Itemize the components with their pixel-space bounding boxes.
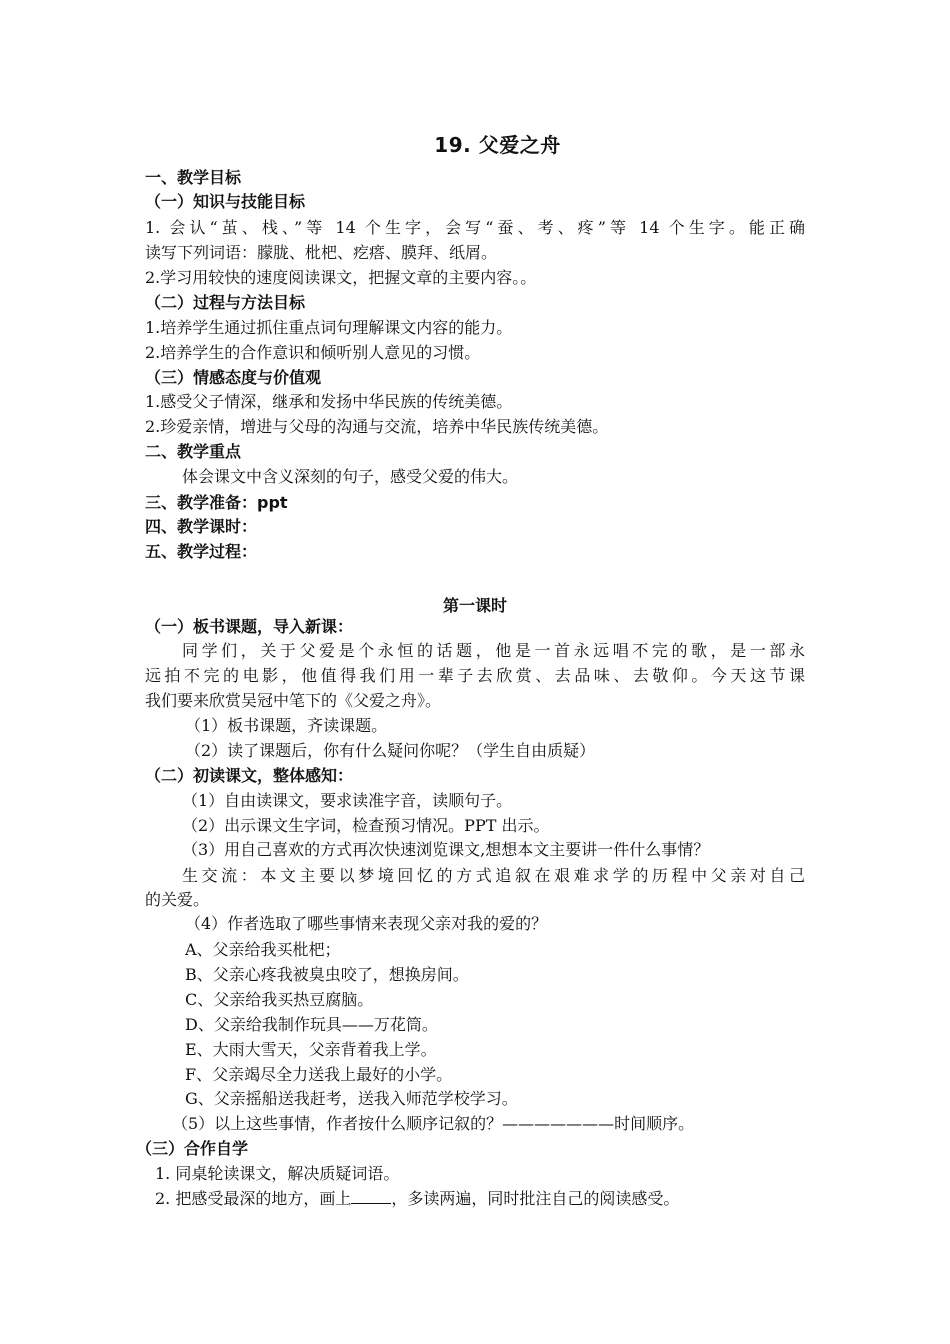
intro-paragraph-line-2: 远拍不完的电影，他值得我们用一辈子去欣赏、去品味、去敬仰。今天这节课 [145, 666, 805, 685]
emotion-item-2: 2.珍爱亲情，增进与父母的沟通与交流，培养中华民族传统美德。 [145, 417, 609, 436]
list-item: B、父亲心疼我被臭虫咬了，想换房间。 [185, 965, 469, 984]
list-item: C、父亲给我买热豆腐脑。 [185, 990, 374, 1009]
section-heading-keypoint: 二、教学重点 [145, 442, 242, 461]
keypoint-text: 体会课文中含义深刻的句子，感受父爱的伟大。 [182, 467, 519, 486]
reading-answer-line-1: 生交流：本文主要以梦境回忆的方式追叙在艰难求学的历程中父亲对自己 [182, 866, 805, 885]
lesson-step-3-heading: （三）合作自学 [136, 1139, 249, 1158]
subheading-knowledge: （一）知识与技能目标 [145, 192, 306, 211]
section-heading-periods: 四、教学课时： [145, 517, 258, 536]
reading-item-5: （5）以上这些事情，作者按什么顺序记叙的？———————时间顺序。 [172, 1114, 695, 1133]
reading-item-2: （2）出示课文生字词，检查预习情况。PPT 出示。 [182, 816, 550, 835]
emotion-item-1: 1.感受父子情深，继承和发扬中华民族的传统美德。 [145, 392, 513, 411]
section-heading-goals: 一、教学目标 [145, 168, 242, 187]
blank-underline [351, 1189, 391, 1204]
reading-item-4: （4）作者选取了哪些事情来表现父亲对我的爱的？ [185, 914, 548, 933]
intro-paragraph-line-1: 同学们，关于父爱是个永恒的话题，他是一首永远唱不完的歌，是一部永 [182, 641, 805, 660]
cooperation-item-1: 1. 同桌轮读课文，解决质疑词语。 [155, 1164, 400, 1183]
list-item: A、父亲给我买枇杷； [185, 940, 341, 959]
lesson-subtitle: 第一课时 [442, 596, 507, 615]
cooperation-item-2 [155, 1187, 679, 1211]
process-item-2: 2.培养学生的合作意识和倾听别人意见的习惯。 [145, 343, 481, 362]
cooperation-item-2-suffix: ，多读两遍，同时批注自己的阅读感受。 [391, 1189, 680, 1208]
list-item: G、父亲摇船送我赶考，送我入师范学校学习。 [185, 1089, 518, 1108]
intro-paragraph-line-3: 我们要来欣赏吴冠中笔下的《父爱之舟》。 [145, 691, 442, 710]
lesson-step-2-heading: （二）初读课文，整体感知： [145, 766, 354, 785]
section-heading-process: 五、教学过程： [145, 542, 258, 561]
knowledge-item-2: 2.学习用较快的速度阅读课文，把握文章的主要内容。。 [145, 268, 537, 287]
lesson-step-1-heading: （一）板书课题，导入新课： [145, 617, 354, 636]
reading-answer-line-2: 的关爱。 [145, 890, 210, 909]
list-item: E、大雨大雪天，父亲背着我上学。 [185, 1040, 437, 1059]
process-item-1: 1.培养学生通过抓住重点词句理解课文内容的能力。 [145, 318, 513, 337]
reading-item-3: （3）用自己喜欢的方式再次快速浏览课文,想想本文主要讲一件什么事情？ [182, 840, 710, 859]
section-heading-preparation: 三、教学准备：ppt [145, 493, 288, 512]
reading-item-1: （1）自由读课文，要求读准字音，读顺句子。 [182, 791, 513, 810]
page-title: 19. 父爱之舟 [434, 133, 561, 157]
knowledge-item-1b: 读写下列词语：朦胧、枇杷、疙瘩、膜拜、纸屑。 [145, 243, 498, 262]
subheading-emotion: （三）情感态度与价值观 [145, 368, 322, 387]
cooperation-item-2-prefix: 2. 把感受最深的地方，画上 [155, 1189, 352, 1208]
knowledge-item-1a: 1. 会认“茧、栈、”等 14 个生字，会写“蚕、考、疼”等 14 个生字。能正确 [145, 218, 805, 237]
list-item: D、父亲给我制作玩具——万花筒。 [185, 1015, 438, 1034]
list-item: F、父亲竭尽全力送我上最好的小学。 [185, 1065, 453, 1084]
subheading-process: （二）过程与方法目标 [145, 293, 306, 312]
intro-item-2: （2）读了课题后，你有什么疑问你呢？（学生自由质疑） [185, 741, 596, 760]
intro-item-1: （1）板书课题，齐读课题。 [185, 716, 388, 735]
